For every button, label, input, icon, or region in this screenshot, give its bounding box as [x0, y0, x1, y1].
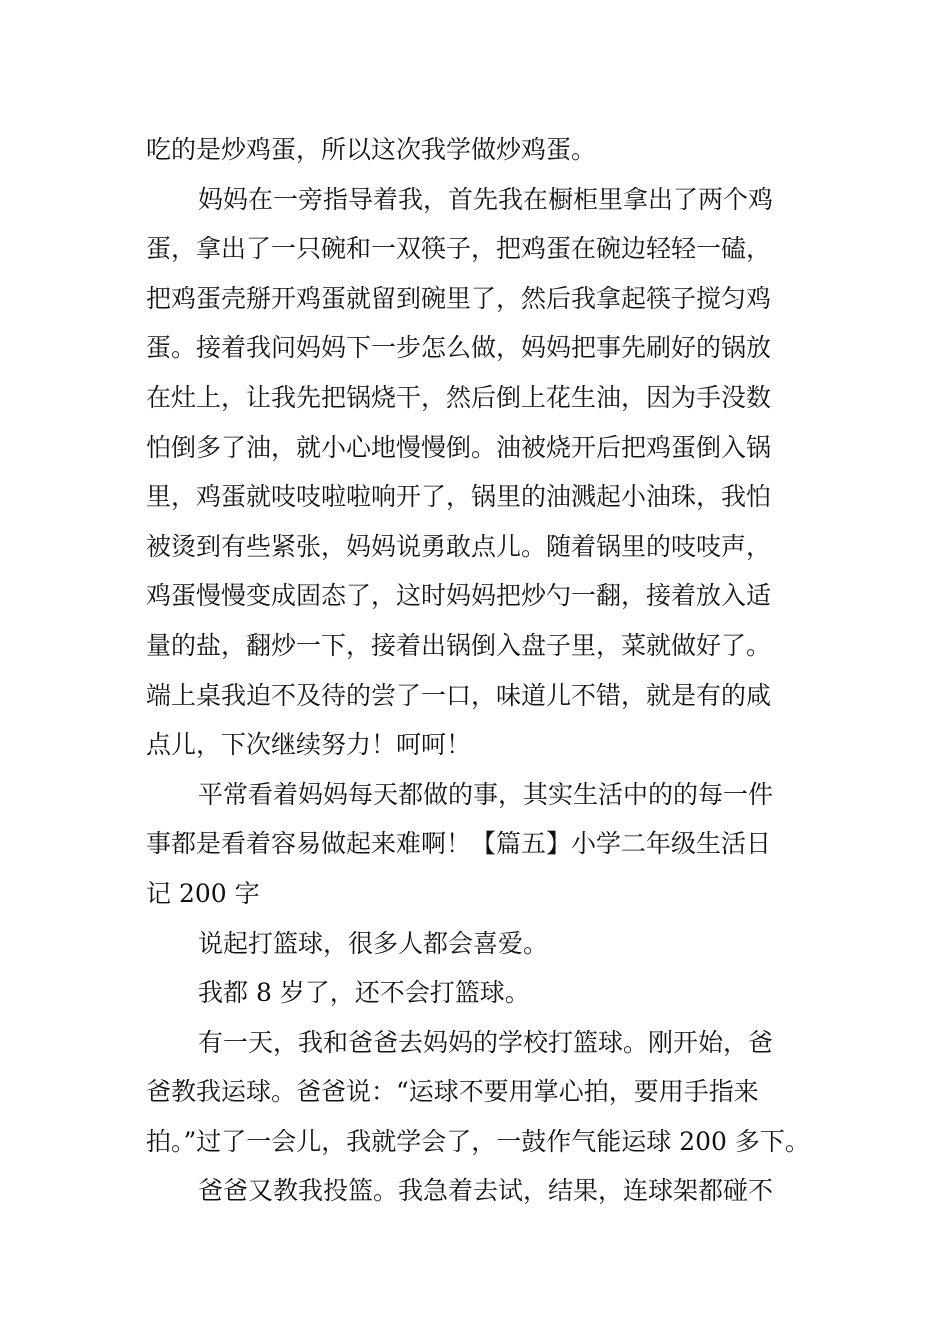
- document-body: [146, 125, 826, 1216]
- text-line: 在灶上，让我先把锅烧干，然后倒上花生油，因为手没数: [146, 382, 772, 412]
- text-line: 被烫到有些紧张，妈妈说勇敢点儿。随着锅里的吱吱声，: [146, 531, 772, 561]
- text-line: 事都是看着容易做起来难啊！【篇五】小学二年级生活日: [146, 829, 772, 859]
- text-line: 点儿，下次继续努力！呵呵！: [146, 730, 472, 760]
- text-line: 吃的是炒鸡蛋，所以这次我学做炒鸡蛋。: [146, 135, 597, 164]
- text-line: 怕倒多了油，就小心地慢慢倒。油被烧开后把鸡蛋倒入锅: [146, 432, 772, 462]
- text-line: 平常看着妈妈每天都做的事，其实生活中的的每一件: [198, 779, 774, 809]
- text-line: 蛋，拿出了一只碗和一双筷子，把鸡蛋在碗边轻轻一磕，: [146, 234, 772, 264]
- text-line: 拍。”过了一会儿，我就学会了，一鼓作气能运球 200 多下。: [146, 1126, 810, 1156]
- text-line: 我都 8 岁了，还不会打篮球。: [198, 978, 530, 1008]
- text-line: 说起打篮球，很多人都会喜爱。: [198, 928, 549, 958]
- text-line: 端上桌我迫不及待的尝了一口，味道儿不错，就是有的咸: [146, 680, 772, 710]
- text-line: 爸教我运球。爸爸说：“运球不要用掌心拍，要用手指来: [146, 1077, 759, 1107]
- text-line: 鸡蛋慢慢变成固态了，这时妈妈把炒勺一翻，接着放入适: [146, 581, 772, 611]
- text-line: 把鸡蛋壳掰开鸡蛋就留到碗里了，然后我拿起筷子搅匀鸡: [146, 283, 772, 313]
- text-line: 爸爸又教我投篮。我急着去试，结果，连球架都碰不: [198, 1176, 774, 1206]
- text-line: 量的盐，翻炒一下，接着出锅倒入盘子里，菜就做好了。: [146, 630, 772, 660]
- text-line: 有一天，我和爸爸去妈妈的学校打篮球。刚开始，爸: [198, 1027, 774, 1057]
- text-line: 妈妈在一旁指导着我，首先我在橱柜里拿出了两个鸡: [198, 184, 774, 214]
- text-line: 记 200 字: [146, 878, 260, 908]
- text-line: 里，鸡蛋就吱吱啦啦响开了，锅里的油溅起小油珠，我怕: [146, 482, 772, 512]
- text-line: 蛋。接着我问妈妈下一步怎么做，妈妈把事先刷好的锅放: [146, 333, 772, 363]
